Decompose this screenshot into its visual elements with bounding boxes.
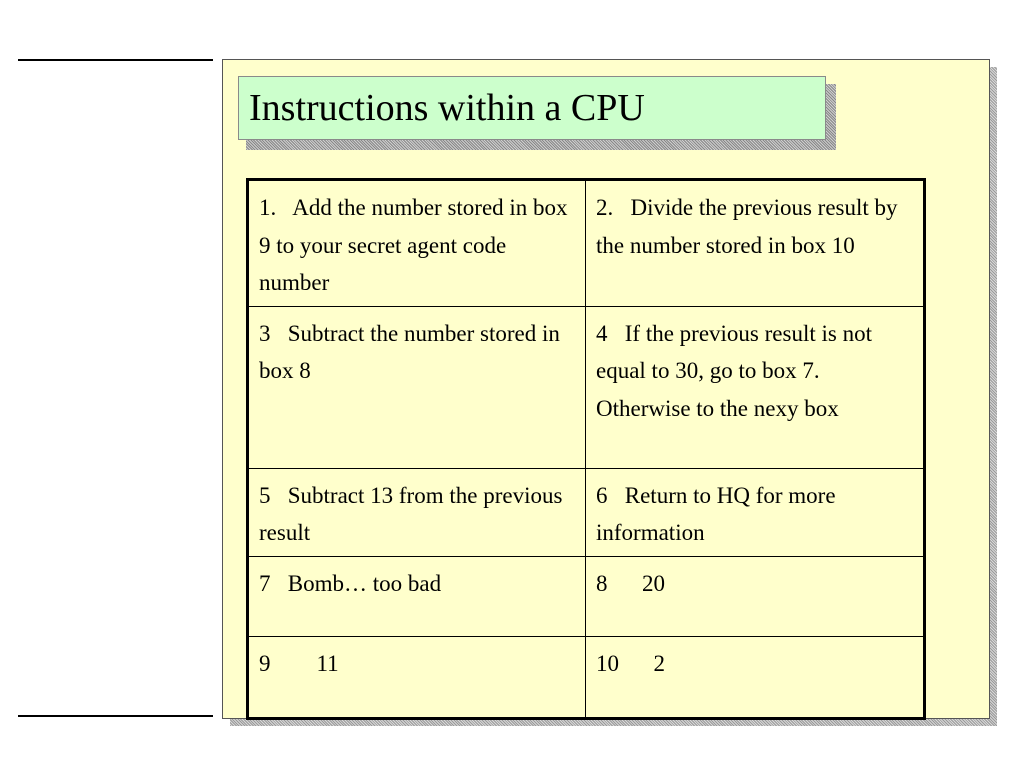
table-cell <box>586 180 925 307</box>
cell-text: 3 Subtract the number stored in box 8 <box>259 320 566 383</box>
table-cell <box>248 556 586 636</box>
slide-title: Instructions within a CPU <box>249 87 645 129</box>
cell-text: 5 Subtract 13 from the previous result <box>259 482 569 545</box>
instruction-table <box>246 178 926 720</box>
cell-text: 6 Return to HQ for more information <box>596 482 842 545</box>
left-rule-bottom <box>18 715 213 717</box>
cell-text: 9 11 <box>259 650 339 676</box>
left-rule-top <box>18 59 213 61</box>
cell-text: 1. Add the number stored in box 9 to your secret agent code number <box>259 195 574 295</box>
cell-text: 2. Divide the previous result by the number stored in box 10 <box>596 195 904 258</box>
cell-text: 10 2 <box>596 650 665 676</box>
table-cell <box>586 636 925 718</box>
table-cell <box>248 180 586 307</box>
table-cell <box>248 306 586 468</box>
title-box <box>238 76 826 140</box>
table-row <box>248 468 925 556</box>
cell-text: 8 20 <box>596 570 665 596</box>
table-row <box>248 636 925 718</box>
cell-text: 7 Bomb… too bad <box>259 570 442 596</box>
table-cell <box>586 468 925 556</box>
table-cell <box>586 556 925 636</box>
table-row <box>248 180 925 307</box>
cell-text: 4 If the previous result is not equal to 30, go to box 7. Otherwise to the nexy box <box>596 320 878 421</box>
table-cell <box>586 306 925 468</box>
table-cell <box>248 636 586 718</box>
table-row <box>248 556 925 636</box>
table-cell <box>248 468 586 556</box>
table-row <box>248 306 925 468</box>
